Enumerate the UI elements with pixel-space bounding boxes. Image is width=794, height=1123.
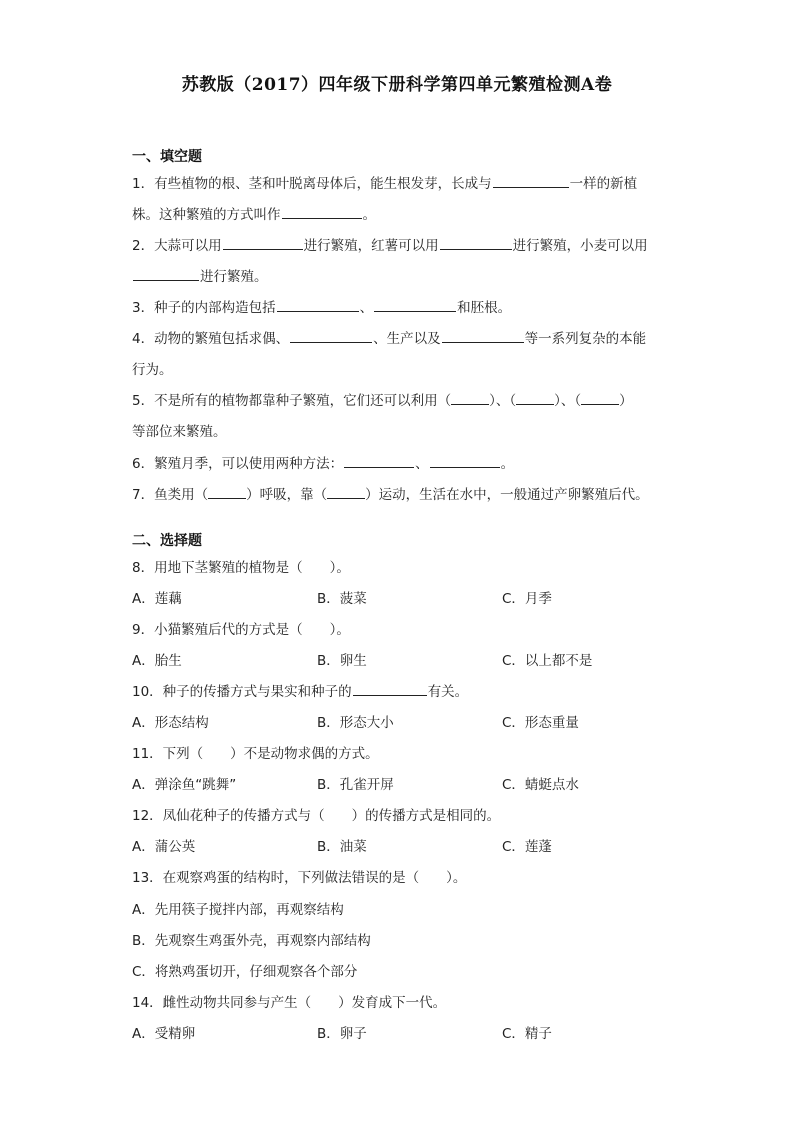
option-c[interactable]: C．莲蓬 (502, 839, 552, 855)
answer-blank[interactable] (430, 453, 500, 468)
option-c[interactable]: C．精子 (502, 1026, 552, 1042)
question-5-line-1: 5．不是所有的植物都靠种子繁殖，它们还可以利用（ ）、（ ）、（ ） (132, 393, 633, 409)
question-11: 11．下列（ ）不是动物求偶的方式。 (132, 746, 379, 762)
option-b[interactable]: B．先观察生鸡蛋外壳，再观察内部结构 (132, 933, 371, 949)
option-a[interactable]: A．胎生 (132, 653, 182, 669)
question-8: 8．用地下茎繁殖的植物是（ ）。 (132, 560, 350, 576)
answer-blank[interactable] (208, 486, 246, 499)
option-b[interactable]: B．孔雀开屏 (317, 777, 394, 793)
option-b[interactable]: B．形态大小 (317, 715, 394, 731)
option-c[interactable]: C．以上都不是 (502, 653, 593, 669)
option-c[interactable]: C．月季 (502, 591, 552, 607)
question-14: 14．雌性动物共同参与产生（ ）发育成下一代。 (132, 995, 447, 1011)
answer-blank[interactable] (493, 173, 569, 188)
option-a[interactable]: A．莲藕 (132, 591, 182, 607)
answer-blank[interactable] (374, 297, 456, 312)
answer-blank[interactable] (344, 453, 414, 468)
question-3: 3．种子的内部构造包括 、 和胚根。 (132, 296, 511, 316)
option-a[interactable]: A．受精卵 (132, 1026, 196, 1042)
option-c[interactable]: C．将熟鸡蛋切开，仔细观察各个部分 (132, 964, 358, 980)
answer-blank[interactable] (327, 486, 365, 499)
question-7: 7．鱼类用（ ）呼吸，靠（ ）运动，生活在水中，一般通过产卵繁殖后代。 (132, 487, 649, 503)
option-c[interactable]: C．蜻蜓点水 (502, 777, 579, 793)
option-a[interactable]: A．形态结构 (132, 715, 209, 731)
question-4-line-1: 4．动物的繁殖包括求偶、 、生产以及 等一系列复杂的本能 (132, 327, 646, 347)
question-5-line-2: 等部位来繁殖。 (132, 424, 227, 440)
question-2-line-1: 2．大蒜可以用 进行繁殖，红薯可以用 进行繁殖，小麦可以用 (132, 234, 648, 254)
option-c[interactable]: C．形态重量 (502, 715, 579, 731)
answer-blank[interactable] (581, 392, 619, 405)
option-b[interactable]: B．卵子 (317, 1026, 367, 1042)
page-title: 苏教版（2017）四年级下册科学第四单元繁殖检测A卷 (181, 75, 613, 95)
answer-blank[interactable] (353, 681, 427, 696)
question-6: 6．繁殖月季，可以使用两种方法： 、 。 (132, 452, 514, 472)
question-12: 12．凤仙花种子的传播方式与（ ）的传播方式是相同的。 (132, 808, 501, 824)
question-10: 10．种子的传播方式与果实和种子的 有关。 (132, 680, 468, 700)
answer-blank[interactable] (516, 392, 554, 405)
option-b[interactable]: B．卵生 (317, 653, 367, 669)
option-a[interactable]: A．先用筷子搅拌内部，再观察结构 (132, 902, 344, 918)
question-1-line-1: 1．有些植物的根、茎和叶脱离母体后，能生根发芽，长成与 一样的新植 (132, 172, 637, 192)
answer-blank[interactable] (451, 392, 489, 405)
answer-blank[interactable] (277, 297, 359, 312)
option-a[interactable]: A．蒲公英 (132, 839, 196, 855)
answer-blank[interactable] (440, 235, 512, 250)
question-1-line-2: 株。这种繁殖的方式叫作 。 (132, 203, 376, 223)
answer-blank[interactable] (290, 328, 372, 343)
answer-blank[interactable] (223, 235, 303, 250)
answer-blank[interactable] (133, 266, 199, 281)
question-9: 9．小猫繁殖后代的方式是（ ）。 (132, 622, 350, 638)
answer-blank[interactable] (442, 328, 524, 343)
question-2-line-2: 进行繁殖。 (132, 265, 268, 285)
option-b[interactable]: B．菠菜 (317, 591, 367, 607)
section-heading-choice: 二、选择题 (132, 533, 202, 549)
question-4-line-2: 行为。 (132, 362, 173, 378)
option-b[interactable]: B．油菜 (317, 839, 367, 855)
section-heading-fill: 一、填空题 (132, 149, 202, 165)
question-13: 13．在观察鸡蛋的结构时，下列做法错误的是（ ）。 (132, 870, 467, 886)
option-a[interactable]: A．弹涂鱼“跳舞” (132, 777, 237, 793)
answer-blank[interactable] (282, 204, 362, 219)
